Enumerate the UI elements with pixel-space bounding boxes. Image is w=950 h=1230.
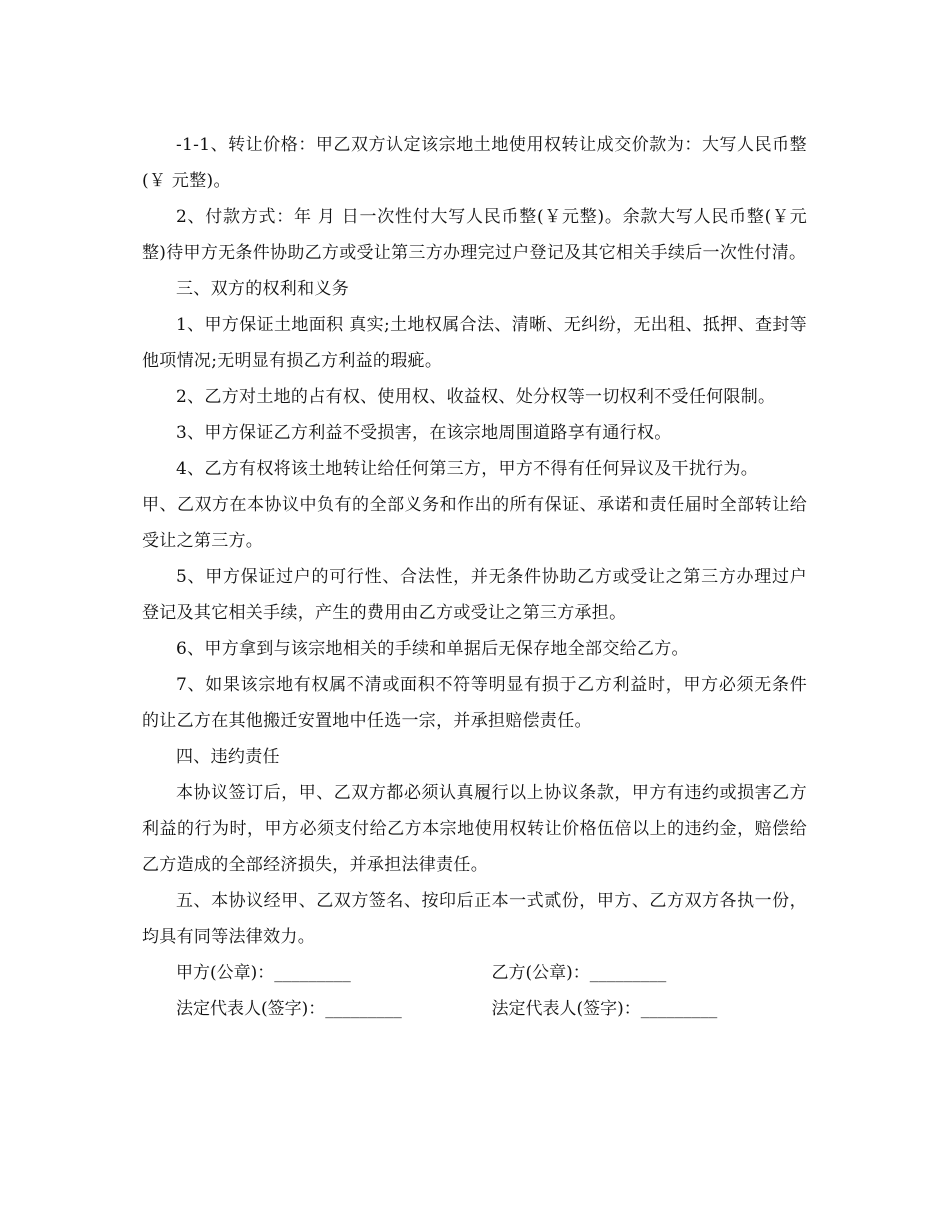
clause-rights-7: 7、如果该宗地有权属不清或面积不符等明显有损于乙方利益时，甲方必须无条件的让乙方在其他搬迁安置地中任选一宗，并承担赔偿责任。 <box>142 675 807 731</box>
signature-row-seal <box>142 955 807 991</box>
clause-rights-6: 6、甲方拿到与该宗地相关的手续和单据后无保存地全部交给乙方。 <box>176 639 689 659</box>
clause-rights-4-continued: 甲、乙双方在本协议中负有的全部义务和作出的所有保证、承诺和责任届时全部转让给受让之第三方。 <box>142 495 807 551</box>
party-b-representative-line: 法定代表人(签字)：_________ <box>491 999 718 1019</box>
clause-legal-effect: 五、本协议经甲、乙双方签名、按印后正本一式贰份，甲方、乙方双方各执一份，均具有同等法律效力。 <box>142 891 807 947</box>
clause-payment-method: 2、付款方式：年 月 日一次性付大写人民币整(￥元整)。余款大写人民币整(￥元整)待甲方无条件协助乙方或受让第三方办理完过户登记及其它相关手续后一次性付清。 <box>142 207 807 263</box>
clause-rights-2: 2、乙方对土地的占有权、使用权、收益权、处分权等一切权利不受任何限制。 <box>176 387 776 407</box>
party-a-seal-line: 甲方(公章)：_________ <box>176 963 351 983</box>
clause-rights-4: 4、乙方有权将该土地转让给任何第三方，甲方不得有任何异议及干扰行为。 <box>176 459 759 479</box>
document-body <box>142 127 807 1027</box>
section-heading-breach-liability: 四、违约责任 <box>176 747 280 767</box>
signature-row-representative <box>142 991 807 1027</box>
clause-breach-liability: 本协议签订后，甲、乙双方都必须认真履行以上协议条款，甲方有违约或损害乙方利益的行为时，甲方必须支付给乙方本宗地使用权转让价格伍倍以上的违约金，赔偿给乙方造成的全部经济损失，并承担法律责任。 <box>142 783 807 875</box>
clause-rights-5: 5、甲方保证过户的可行性、合法性，并无条件协助乙方或受让之第三方办理过户登记及其它相关手续，产生的费用由乙方或受让之第三方承担。 <box>142 567 807 623</box>
clause-transfer-price: -1-1、转让价格：甲乙双方认定该宗地土地使用权转让成交价款为：大写人民币整(￥ 元整)。 <box>142 135 807 191</box>
section-heading-rights-obligations: 三、双方的权利和义务 <box>176 279 349 299</box>
party-b-seal-line: 乙方(公章)：_________ <box>491 963 667 983</box>
clause-rights-3: 3、甲方保证乙方利益不受损害，在该宗地周围道路享有通行权。 <box>176 423 672 443</box>
party-a-representative-line: 法定代表人(签字)：_________ <box>176 999 402 1019</box>
clause-rights-1: 1、甲方保证土地面积 真实;土地权属合法、清晰、无纠纷，无出租、抵押、查封等他项情况;无明显有损乙方利益的瑕疵。 <box>142 315 807 371</box>
